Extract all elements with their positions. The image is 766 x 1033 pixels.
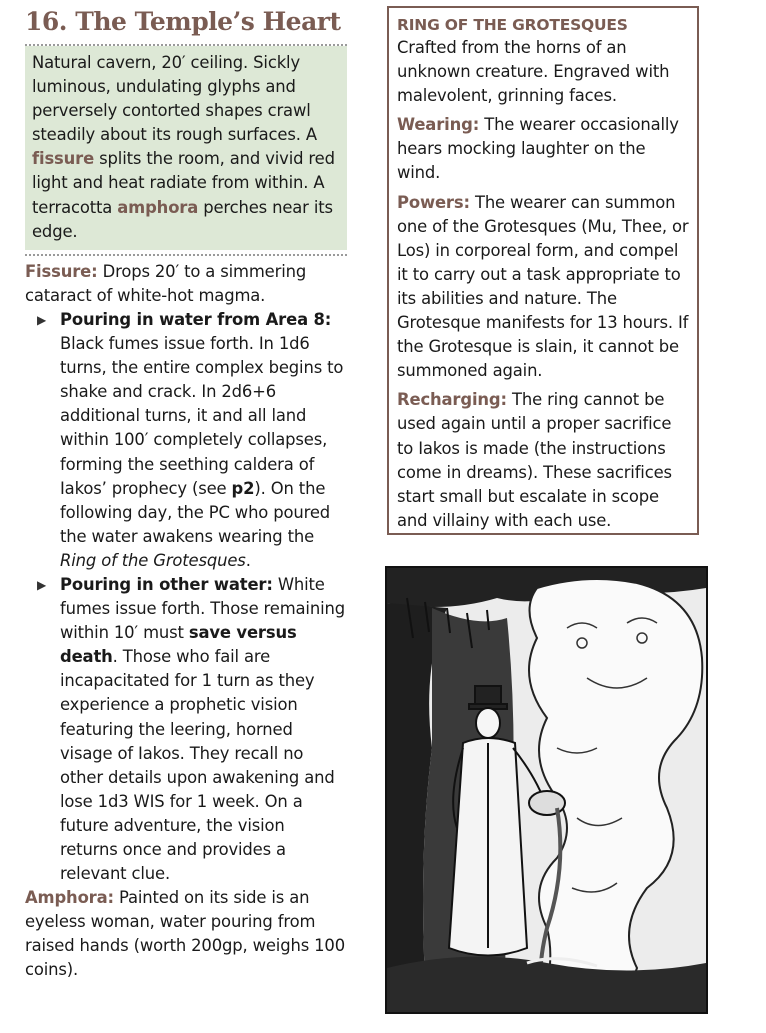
amphora-keyword: amphora xyxy=(117,197,199,217)
bullet-area8-water: ▶ Pouring in water from Area 8: Black fumes issue forth. In 1d6 turns, the entire complex begins to shake and crack. In 2d6+6 additional turns, it and all land within 100′ completely collapses, forming the seething caldera of Iakos’ prophecy (see p2). On the following day, the PC who poured the water awakens wearing the Ring of the Grotesques. xyxy=(37,309,344,570)
illustration-figure-pouring-water xyxy=(385,566,708,1014)
ring-title: RING OF THE GROTESQUES xyxy=(397,16,628,34)
fissure-entry: Fissure: Drops 20′ to a simmering cataract of white-hot magma. xyxy=(25,261,307,305)
room-description-box: Natural cavern, 20′ ceiling. Sickly luminous, undulating glyphs and perversely contorted shapes crawl steadily about its rough surfaces. A fissure splits the room, and vivid red light and heat radiate from within. A terracotta amphora perches near its edge. xyxy=(25,46,347,250)
arrow-bullet-icon: ▶ xyxy=(37,577,47,592)
dotted-divider xyxy=(25,254,347,256)
bullet-other-water: ▶ Pouring in other water: White fumes issue forth. Those remaining within 10′ must save versus death. Those who fail are incapacitated for 1 turn as they experience a prophetic vision featuring the leering, horned visage of Iakos. They recall no other details upon awakening and lose 1d3 WIS for 1 week. On a future adventure, the vision returns once and provides a relevant clue. xyxy=(37,574,345,884)
ring-recharging: Recharging: The ring cannot be used again until a proper sacrifice to Iakos is made (the instructions come in dreams). These sacrifices start small but escalate in scope and villainy with each use. xyxy=(397,390,672,530)
ring-powers: Powers: The wearer can summon one of the Grotesques (Mu, Thee, or Los) in corporeal form, and compel it to carry out a task appropriate to its abilities and nature. The Grotesque manifests for 13 hours. If the Grotesque is slain, it cannot be summoned again. xyxy=(397,192,689,381)
page-title: 16. The Temple’s Heart xyxy=(25,7,341,36)
ring-description: Crafted from the horns of an unknown creature. Engraved with malevolent, grinning faces. xyxy=(397,38,670,106)
ring-sidebar xyxy=(387,6,699,535)
illustration-artwork xyxy=(387,568,706,1012)
fissure-keyword: fissure xyxy=(32,149,95,169)
left-column xyxy=(25,6,347,983)
amphora-entry: Amphora: Painted on its side is an eyeless woman, water pouring from raised hands (worth 200gp, weighs 100 coins). xyxy=(25,888,345,980)
arrow-bullet-icon: ▶ xyxy=(37,312,47,327)
ring-wearing: Wearing: The wearer occasionally hears mocking laughter on the wind. xyxy=(397,115,679,183)
